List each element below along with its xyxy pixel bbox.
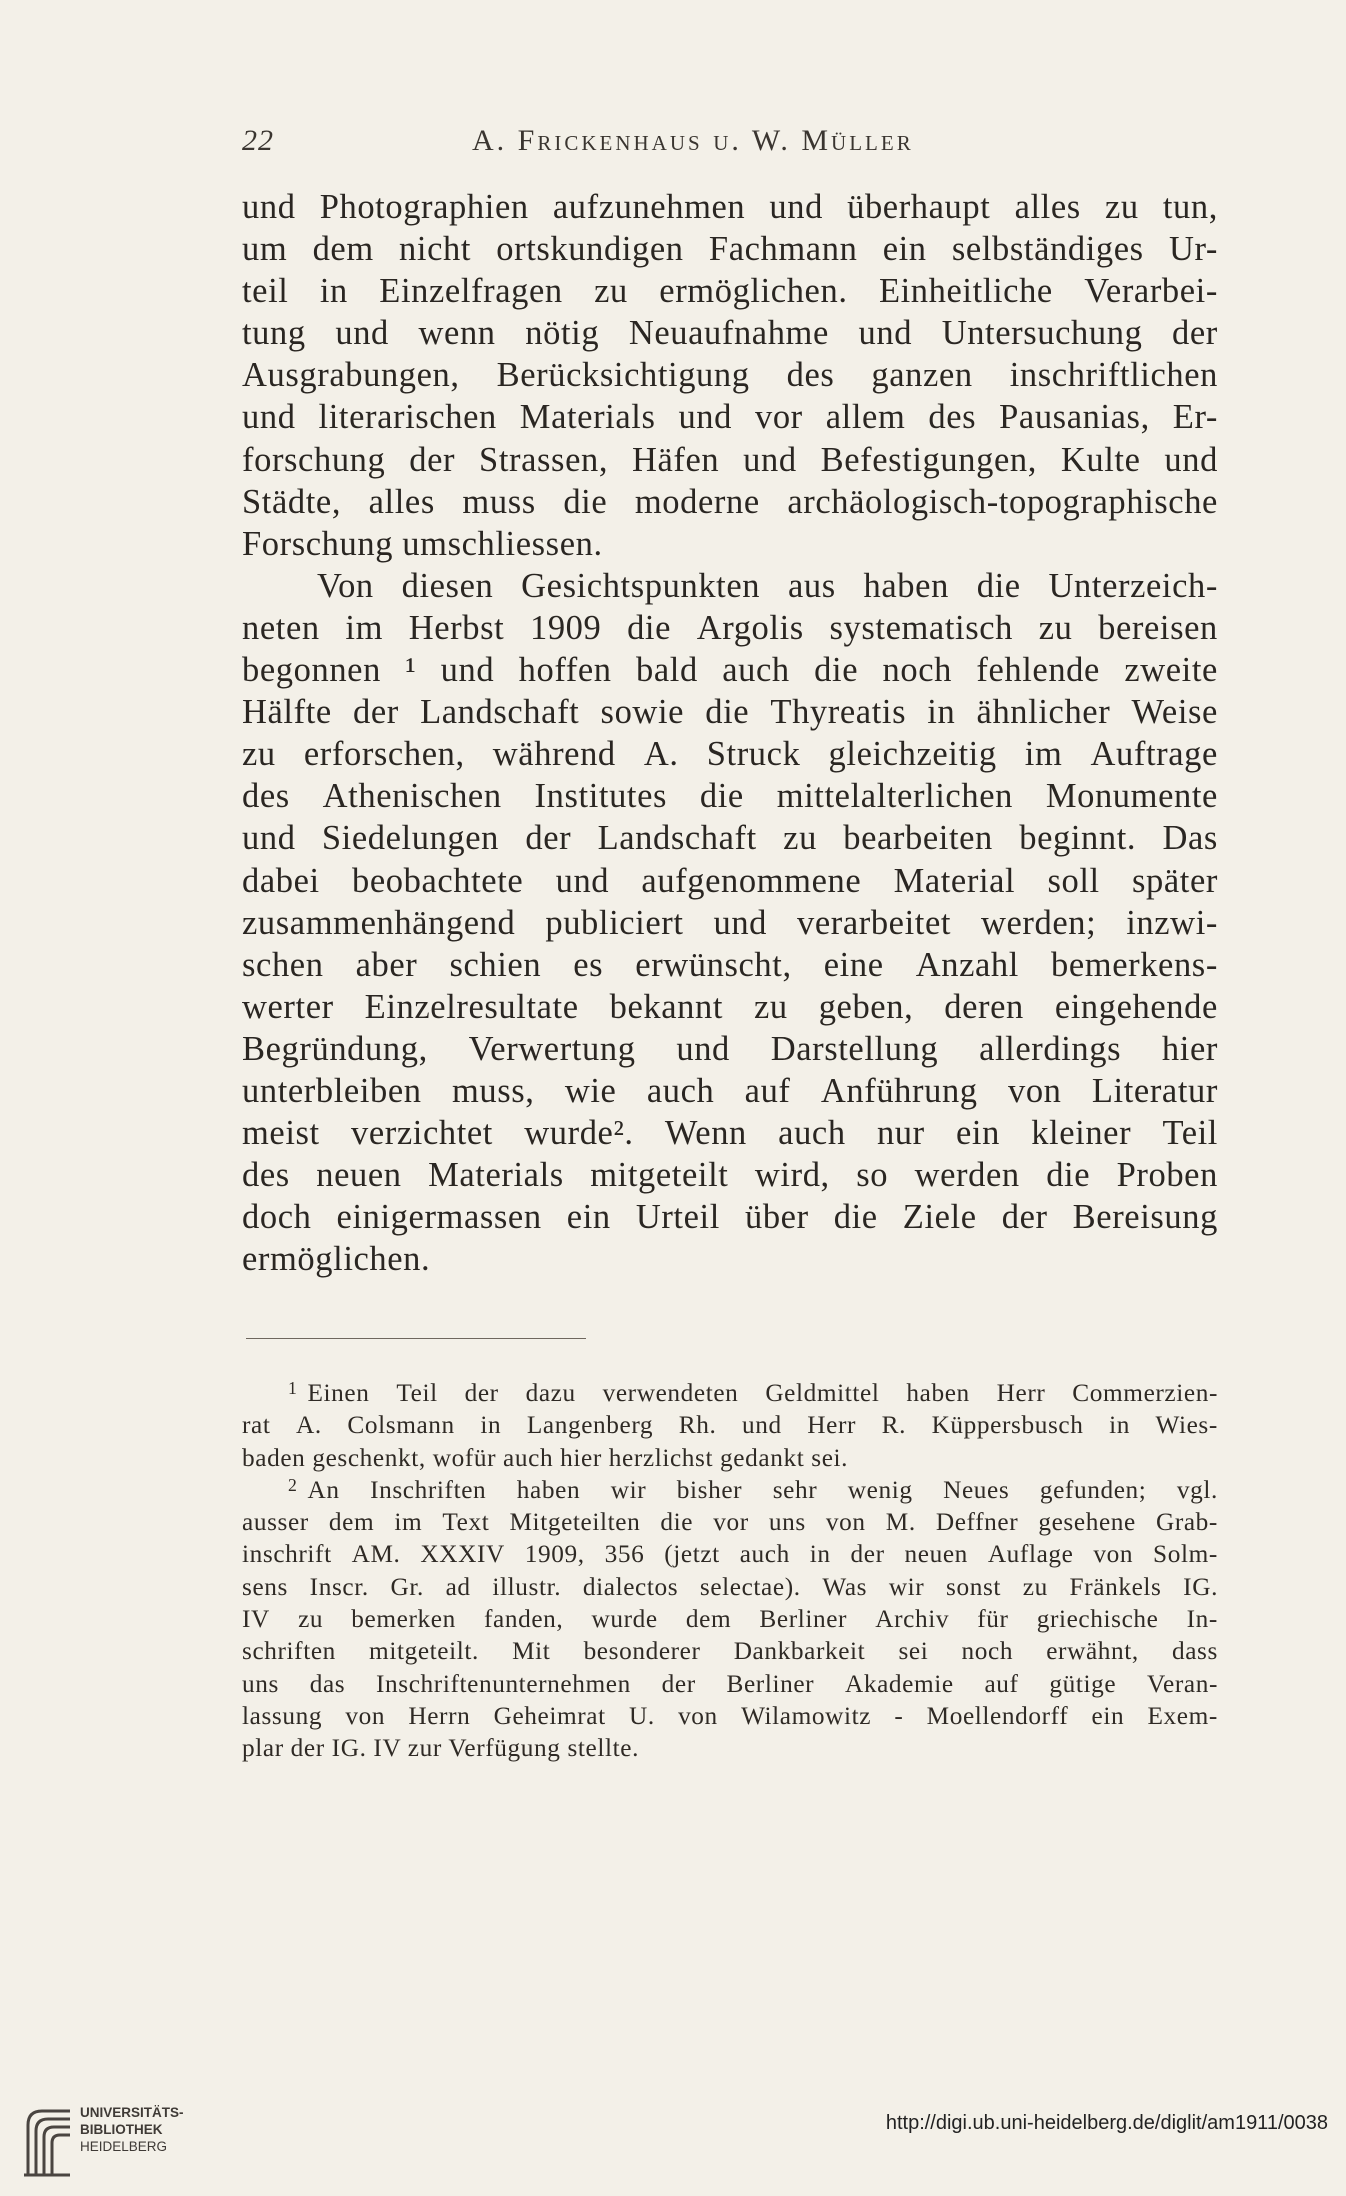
text-line: Städte, alles muss die moderne archäologisch-topographische xyxy=(242,482,1218,521)
text-line: teil in Einzelfragen zu ermöglichen. Einheitliche Verarbei- xyxy=(242,272,1218,311)
logo-line: UNIVERSITÄTS- xyxy=(80,2105,184,2120)
page-number: 22 xyxy=(242,124,274,157)
footnote-line: lassung von Herrn Geheimrat U. von Wilamowitz - Moellendorff ein Exem- xyxy=(242,1701,1218,1730)
footnote-line: schriften mitgeteilt. Mit besonderer Dankbarkeit sei noch erwähnt, dass xyxy=(242,1637,1218,1666)
text-line: tung und wenn nötig Neuaufnahme und Untersuchung der xyxy=(242,314,1218,353)
text-line: unterbleiben muss, wie auch auf Anführung von Literatur xyxy=(242,1071,1218,1110)
text-line: neten im Herbst 1909 die Argolis systematisch zu bereisen xyxy=(242,608,1218,647)
text-line: des neuen Materials mitgeteilt wird, so werden die Proben xyxy=(242,1156,1218,1195)
footnotes xyxy=(242,1377,1218,1765)
main-text xyxy=(242,186,1218,1280)
logo-line: BIBLIOTHEK xyxy=(80,2122,163,2137)
text-line: ermöglichen. xyxy=(242,1240,431,1279)
text-line: schen aber schien es erwünscht, eine Anzahl bemerkens- xyxy=(242,945,1218,984)
text-line: Hälfte der Landschaft sowie die Thyreatis in ähnlicher Weise xyxy=(242,693,1218,732)
footnote-line: inschrift AM. XXXIV 1909, 356 (jetzt auch in der neuen Auflage von Solm- xyxy=(242,1540,1218,1569)
footnote-line: ausser dem im Text Mitgeteilten die vor uns von M. Deffner gesehene Grab- xyxy=(242,1508,1218,1537)
text-line: doch einigermassen ein Urteil über die Ziele der Bereisung xyxy=(242,1198,1218,1237)
text-line: Begründung, Verwertung und Darstellung allerdings hier xyxy=(242,1029,1218,1068)
text-line: Ausgrabungen, Berücksichtigung des ganzen inschriftlichen xyxy=(242,356,1218,395)
text-line: Forschung umschliessen. xyxy=(242,524,603,563)
library-logo-text xyxy=(80,2104,184,2155)
footnote-separator xyxy=(246,1338,586,1339)
source-url-link[interactable]: http://digi.ub.uni-heidelberg.de/diglit/am1911/0038 xyxy=(885,2112,1328,2134)
footnote-line: baden geschenkt, wofür auch hier herzlichst gedankt sei. xyxy=(242,1443,849,1472)
footnote-line: rat A. Colsmann in Langenberg Rh. und Herr R. Küppersbusch in Wies- xyxy=(242,1411,1218,1440)
text-line: und Photographien aufzunehmen und überhaupt alles zu tun, xyxy=(242,188,1218,226)
text-line: forschung der Strassen, Häfen und Befestigungen, Kulte und xyxy=(242,440,1218,479)
footnote-line: plar der IG. IV zur Verfügung stellte. xyxy=(242,1734,639,1763)
text-line: dabei beobachtete und aufgenommene Material soll später xyxy=(242,861,1218,900)
logo-line: HEIDELBERG xyxy=(80,2139,168,2154)
footnote-line: 1 Einen Teil der dazu verwendeten Geldmittel haben Herr Commerzien- xyxy=(242,1377,1218,1409)
text-line: begonnen ¹ und hoffen bald auch die noch fehlende zweite xyxy=(242,651,1218,690)
footnote-mark: 1 xyxy=(288,1378,298,1398)
text-line: werter Einzelresultate bekannt zu geben, deren eingehende xyxy=(242,987,1218,1026)
text-line: und literarischen Materials und vor allem des Pausanias, Er- xyxy=(242,398,1218,437)
text-line: zusammenhängend publiciert und verarbeitet werden; inzwi- xyxy=(242,903,1218,942)
running-title: A. Frickenhaus u. W. Müller xyxy=(472,124,914,157)
text-line: meist verzichtet wurde². Wenn auch nur ein kleiner Teil xyxy=(242,1114,1218,1153)
text-line: zu erforschen, während A. Struck gleichzeitig im Auftrage xyxy=(242,735,1218,774)
text-line: des Athenischen Institutes die mittelalterlichen Monumente xyxy=(242,777,1218,816)
footnote-mark: 2 xyxy=(288,1474,298,1495)
footnote-line: IV zu bemerken fanden, wurde dem Berliner Archiv für griechische In- xyxy=(242,1605,1218,1634)
footnote-line: sens Inscr. Gr. ad illustr. dialectos selectae). Was wir sonst zu Fränkels IG. xyxy=(242,1572,1218,1601)
text-line: um dem nicht ortskundigen Fachmann ein selbständiges Ur- xyxy=(242,230,1218,269)
text-line: Von diesen Gesichtspunkten aus haben die Unterzeich- xyxy=(317,566,1218,605)
footnote-line: 2 An Inschriften haben wir bisher sehr wenig Neues gefunden; vgl. xyxy=(242,1474,1218,1506)
footnote-line: uns das Inschriftenunternehmen der Berliner Akademie auf gütige Veran- xyxy=(242,1669,1218,1698)
text-line: und Siedelungen der Landschaft zu bearbeiten beginnt. Das xyxy=(242,819,1218,858)
